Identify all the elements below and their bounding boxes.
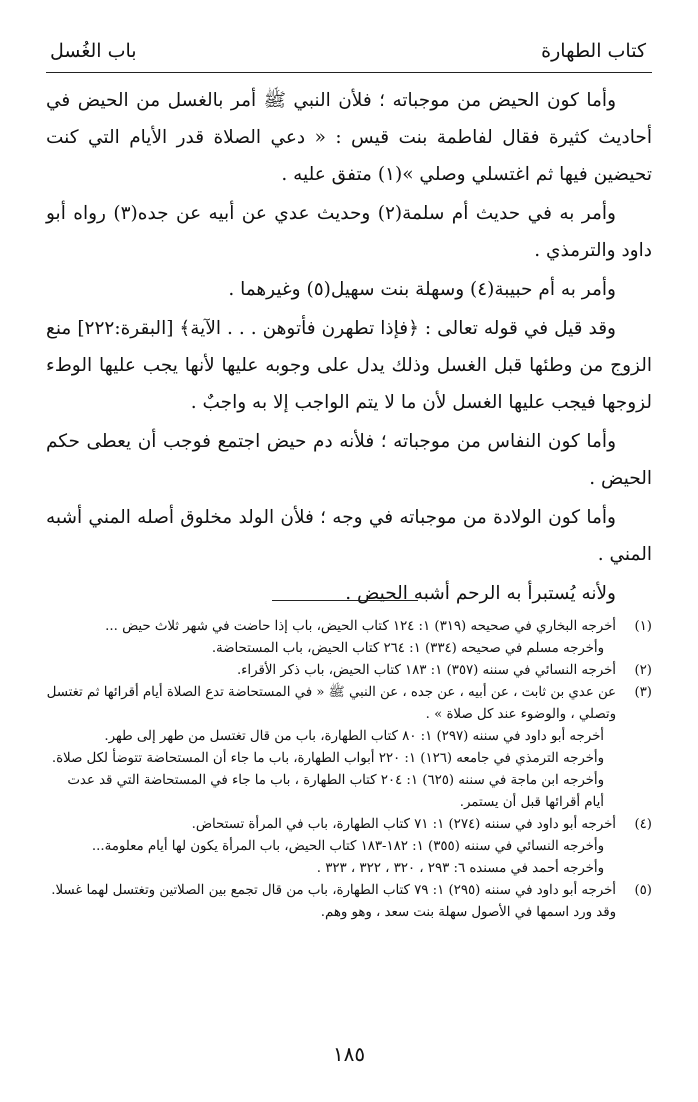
footnote-4 bbox=[46, 814, 652, 880]
footnote-1 bbox=[46, 616, 652, 660]
footnote-number: (٥) bbox=[634, 883, 652, 898]
paragraph-nifas: وأما كون النفاس من موجباته ؛ فلأنه دم حيض اجتمع فوجب أن يعطى حكم الحيض . bbox=[46, 431, 652, 489]
footnote-line: وأخرجه أحمد في مسنده ٦: ٢٩٣ ، ٣٢٠ ، ٣٢٢ ، ٣٢٣ . bbox=[316, 861, 604, 876]
paragraph-menstruation: وأما كون الحيض من موجباته ؛ فلأن النبي ﷺ أمر بالغسل من الحيض في أحاديث كثيرة فقال لفاطمة بنت قيس : « دعي الصلاة قدر الأيام التي كنت تحيضين فيها ثم اغتسلي وصلي »(١) متفق عليه . bbox=[46, 90, 652, 185]
footnote-line: أخرجه أبو داود في سننه (٢٧٤) ١: ٧١ كتاب الطهارة، باب في المرأة تستحاض. bbox=[191, 817, 616, 832]
book-page bbox=[46, 22, 652, 1082]
footnote-line: أخرجه أبو داود في سننه (٢٩٥) ١: ٧٩ كتاب الطهارة، باب من قال تجمع بين الصلاتين وتغتسل لهما غسلا. وقد ورد اسمها في الأصول سهلة بنت سعد ، وهو وهم. bbox=[51, 883, 616, 920]
footnote-line: وأخرجه مسلم في صحيحه (٣٣٤) ١: ٢٦٤ كتاب الحيض، باب المستحاضة. bbox=[211, 641, 604, 656]
footnote-5 bbox=[46, 880, 652, 924]
footnote-2 bbox=[46, 660, 652, 682]
footnote-line: عن عدي بن ثابت ، عن أبيه ، عن جده ، عن النبي ﷺ « في المستحاضة تدع الصلاة أيام أقرائها ثم تغتسل وتصلي ، والوضوء عند كل صلاة » . bbox=[46, 685, 616, 722]
footnote-number: (٤) bbox=[634, 817, 652, 832]
footnote-number: (٣) bbox=[634, 685, 652, 700]
footnote-separator bbox=[272, 600, 418, 601]
paragraph-quran-verse: وقد قيل في قوله تعالى : ﴿فإذا تطهرن فأتوهن . . . الآية﴾ [البقرة:٢٢٢] منع الزوج من وطئها قبل الغسل وذلك يدل على وجوبه عليها لأنها يجب عليها الوطء لزوجها فيجب عليها الغسل لأن ما لا يتم الواجب إلا به واجبٌ . bbox=[46, 318, 652, 413]
footnote-line: وأخرجه ابن ماجة في سننه (٦٢٥) ١: ٢٠٤ كتاب الطهارة ، باب ما جاء في المستحاضة التي قد عدت أيام أقرائها قبل أن يستمر. bbox=[67, 773, 604, 810]
footnotes bbox=[46, 616, 652, 924]
footnote-line: أخرجه النسائي في سننه (٣٥٧) ١: ١٨٣ كتاب الحيض، باب ذكر الأقراء. bbox=[236, 663, 616, 678]
book-title: كتاب الطهارة bbox=[541, 40, 646, 62]
header-rule bbox=[46, 72, 652, 73]
chapter-title: باب الغُسل bbox=[50, 40, 137, 62]
footnote-number: (٢) bbox=[634, 663, 652, 678]
footnote-number: (١) bbox=[634, 619, 652, 634]
paragraph-birth: وأما كون الولادة من موجباته في وجه ؛ فلأن الولد مخلوق أصله المني أشبه المني . bbox=[46, 507, 652, 565]
paragraph-umm-habiba: وأمر به أم حبيبة(٤) وسهلة بنت سهيل(٥) وغيرهما . bbox=[228, 279, 616, 300]
running-header bbox=[46, 40, 652, 70]
footnote-line: أخرجه أبو داود في سننه (٢٩٧) ١: ٨٠ كتاب الطهارة، باب من قال تغتسل من طهر إلى طهر. bbox=[104, 729, 604, 744]
paragraph-womb: ولأنه يُستبرأ به الرحم أشبه الحيض . bbox=[345, 583, 616, 604]
page-number: ١٨٥ bbox=[332, 1042, 366, 1066]
footnote-line: وأخرجه النسائي في سننه (٣٥٥) ١: ١٨٢-١٨٣ كتاب الحيض، باب المرأة يكون لها أيام معلومة... bbox=[91, 839, 604, 854]
footnote-3 bbox=[46, 682, 652, 814]
paragraph-umm-salama: وأمر به في حديث أم سلمة(٢) وحديث عدي عن أبيه عن جده(٣) رواه أبو داود والترمذي . bbox=[46, 203, 652, 261]
footnote-line: وأخرجه الترمذي في جامعه (١٢٦) ١: ٢٢٠ أبواب الطهارة، باب ما جاء أن المستحاضة تتوضأ لكل صلاة. bbox=[51, 751, 604, 766]
main-text bbox=[46, 82, 652, 614]
footnote-line: أخرجه البخاري في صحيحه (٣١٩) ١: ١٢٤ كتاب الحيض، باب إذا حاضت في شهر ثلاث حيض ... bbox=[105, 619, 616, 634]
